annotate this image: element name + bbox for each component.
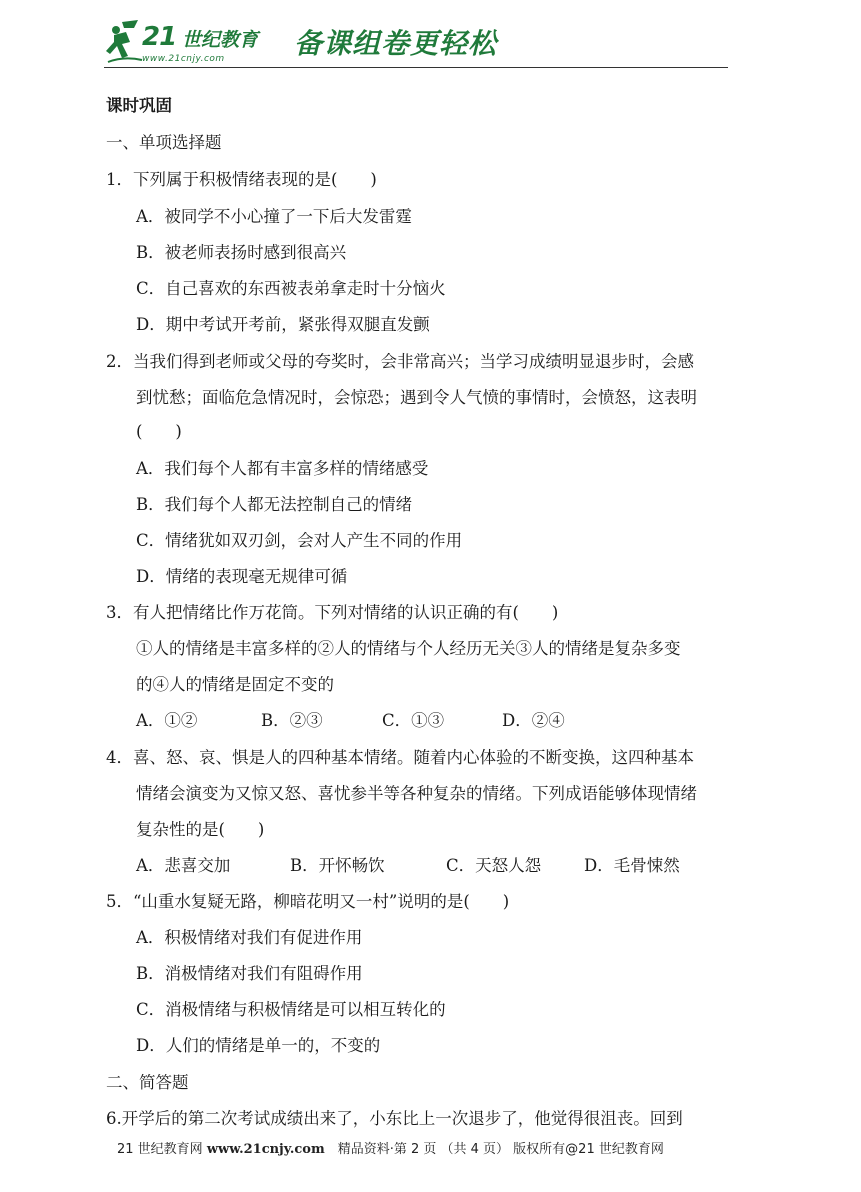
question-5-option-a: A．积极情绪对我们有促进作用 xyxy=(136,928,363,947)
question-3-items-line2: 的④人的情绪是固定不变的 xyxy=(136,675,334,694)
section-heading-short-answer: 二、简答题 xyxy=(106,1073,189,1092)
question-1-stem: 1．下列属于积极情绪表现的是( ) xyxy=(106,170,377,189)
question-4-stem-line1: 4．喜、怒、哀、惧是人的四种基本情绪。随着内心体验的不断变换，这四种基本 xyxy=(106,748,694,767)
question-4-option-b: B．开怀畅饮 xyxy=(290,856,385,875)
question-5-option-d: D．人们的情绪是单一的，不变的 xyxy=(136,1036,381,1055)
brand-number: 21 xyxy=(142,22,177,52)
question-5-stem: 5．“山重水复疑无路，柳暗花明又一村”说明的是( ) xyxy=(106,892,510,911)
footer-info: 精品资料·第 2 页 （共 4 页） 版权所有@21 世纪教育网 xyxy=(324,1142,664,1157)
question-1-option-a: A．被同学不小心撞了一下后大发雷霆 xyxy=(136,207,412,226)
question-2-option-d: D．情绪的表现毫无规律可循 xyxy=(136,567,348,586)
footer-prefix: 21 世纪教育网 xyxy=(117,1142,207,1157)
question-2-stem-line2: 到忧愁；面临危急情况时，会惊恐；遇到令人气愤的事情时，会愤怒，这表明 xyxy=(136,388,697,407)
brand-url: www.21cnjy.com xyxy=(142,54,225,64)
brand-name: 世纪教育 xyxy=(182,29,259,51)
question-4-stem-line2: 情绪会演变为又惊又怒、喜忧参半等各种复杂的情绪。下列成语能够体现情绪 xyxy=(136,784,697,803)
question-5-option-b: B．消极情绪对我们有阻碍作用 xyxy=(136,964,363,983)
question-3-items-line1: ①人的情绪是丰富多样的②人的情绪与个人经历无关③人的情绪是复杂多变 xyxy=(136,639,681,658)
question-2-option-c: C．情绪犹如双刃剑，会对人产生不同的作用 xyxy=(136,531,463,550)
question-4-stem-line3: 复杂性的是( ) xyxy=(136,820,265,839)
question-3-option-b: B．②③ xyxy=(261,711,323,730)
question-2-stem-line1: 2．当我们得到老师或父母的夸奖时，会非常高兴；当学习成绩明显退步时，会感 xyxy=(106,352,694,371)
page-header xyxy=(104,18,728,70)
question-2-option-b: B．我们每个人都无法控制自己的情绪 xyxy=(136,495,413,514)
footer-site-link[interactable]: www.21cnjy.com xyxy=(206,1142,325,1157)
question-1-option-b: B．被老师表扬时感到很高兴 xyxy=(136,243,347,262)
section-heading-choice: 一、单项选择题 xyxy=(106,133,222,152)
runner-icon xyxy=(104,18,144,66)
question-6-line1: 6.开学后的第二次考试成绩出来了，小东比上一次退步了，他觉得很沮丧。回到 xyxy=(106,1109,683,1128)
question-4-option-d: D．毛骨悚然 xyxy=(584,856,680,875)
question-3-option-a: A．①② xyxy=(136,711,198,730)
question-3-option-c: C．①③ xyxy=(382,711,445,730)
header-divider xyxy=(104,67,728,68)
question-1-option-d: D．期中考试开考前，紧张得双腿直发颤 xyxy=(136,315,430,334)
section-title: 课时巩固 xyxy=(106,96,172,115)
question-4-option-c: C．天怒人怨 xyxy=(446,856,542,875)
question-4-option-a: A．悲喜交加 xyxy=(136,856,231,875)
question-1-option-c: C．自己喜欢的东西被表弟拿走时十分恼火 xyxy=(136,279,446,298)
question-2-option-a: A．我们每个人都有丰富多样的情绪感受 xyxy=(136,459,429,478)
header-slogan: 备课组卷更轻松 xyxy=(294,27,498,60)
question-5-option-c: C．消极情绪与积极情绪是可以相互转化的 xyxy=(136,1000,446,1019)
question-2-stem-line3: ( ) xyxy=(136,422,182,441)
question-3-option-d: D．②④ xyxy=(502,711,565,730)
question-3-stem: 3．有人把情绪比作万花筒。下列对情绪的认识正确的有( ) xyxy=(106,603,559,622)
page-footer xyxy=(117,1138,664,1157)
